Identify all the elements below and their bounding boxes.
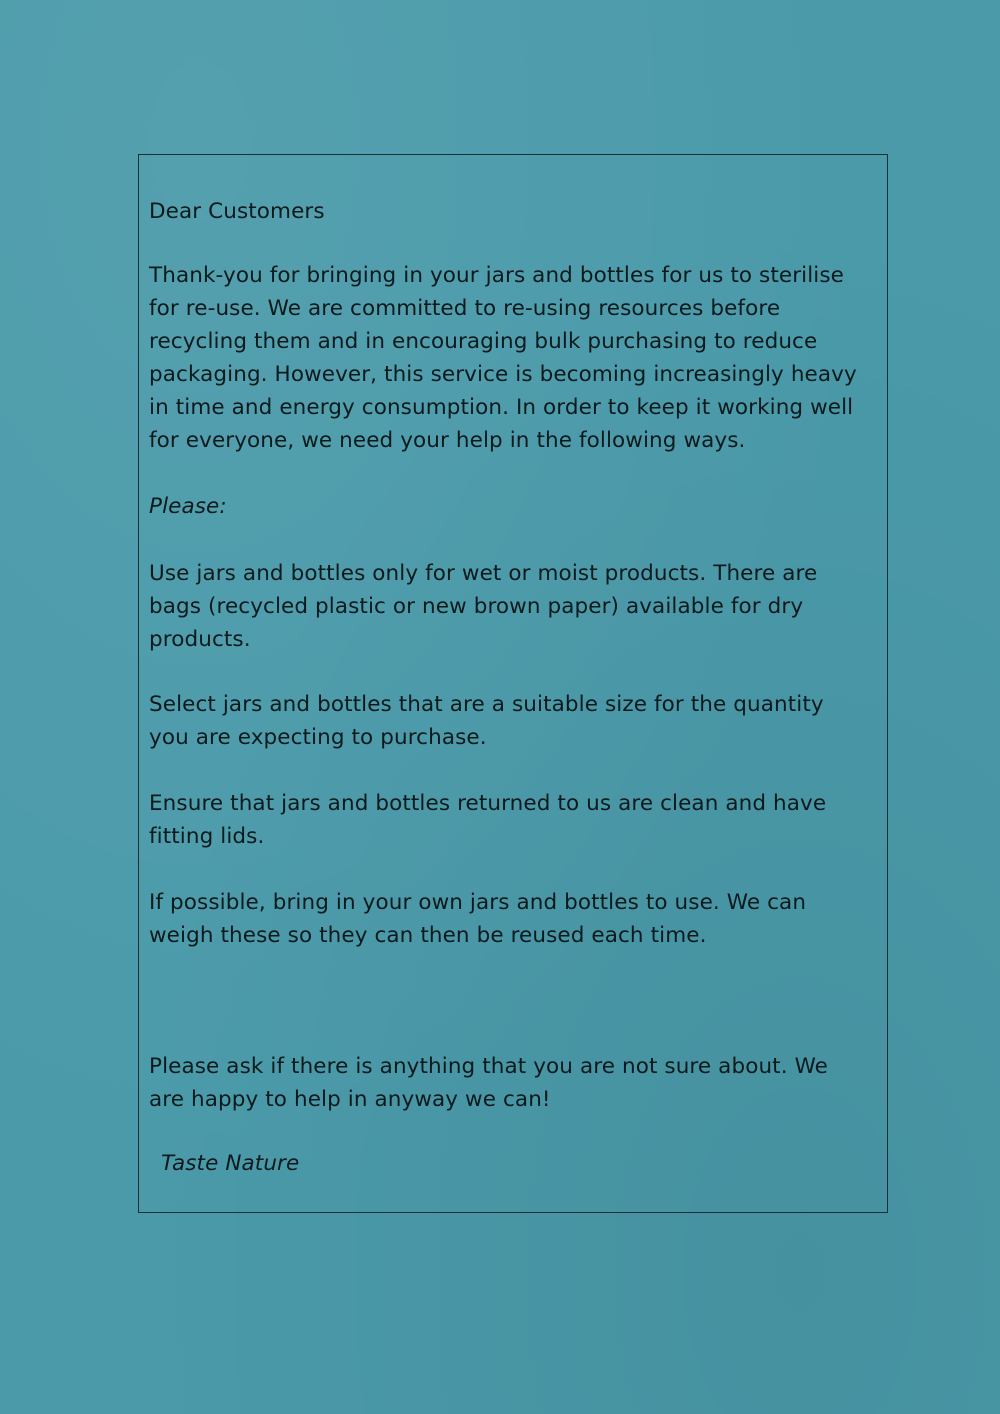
closing-line: are happy to help in anyway we can! bbox=[149, 1087, 551, 1112]
greeting: Dear Customers bbox=[149, 199, 325, 224]
intro-line: packaging. However, this service is becoming increasingly heavy bbox=[149, 362, 857, 387]
point-3-line: Ensure that jars and bottles returned to us are clean and have bbox=[149, 791, 827, 816]
letter-frame bbox=[138, 154, 888, 1213]
point-1-line: Use jars and bottles only for wet or moist products. There are bbox=[149, 561, 818, 586]
point-3-line: fitting lids. bbox=[149, 824, 265, 849]
intro-line: for everyone, we need your help in the following ways. bbox=[149, 428, 746, 453]
point-2-line: you are expecting to purchase. bbox=[149, 725, 487, 750]
closing-line: Please ask if there is anything that you are not sure about. We bbox=[149, 1054, 828, 1079]
intro-line: in time and energy consumption. In order to keep it working well bbox=[149, 395, 854, 420]
signature: Taste Nature bbox=[161, 1151, 300, 1176]
point-1-line: products. bbox=[149, 627, 251, 652]
please-heading: Please: bbox=[149, 494, 227, 519]
point-1-line: bags (recycled plastic or new brown paper) available for dry bbox=[149, 594, 804, 619]
intro-line: recycling them and in encouraging bulk purchasing to reduce bbox=[149, 329, 818, 354]
point-2-line: Select jars and bottles that are a suitable size for the quantity bbox=[149, 692, 824, 717]
intro-line: for re-use. We are committed to re-using resources before bbox=[149, 296, 781, 321]
intro-line: Thank-you for bringing in your jars and bottles for us to sterilise bbox=[149, 263, 844, 288]
point-4-line: weigh these so they can then be reused each time. bbox=[149, 923, 707, 948]
point-4-line: If possible, bring in your own jars and bottles to use. We can bbox=[149, 890, 807, 915]
